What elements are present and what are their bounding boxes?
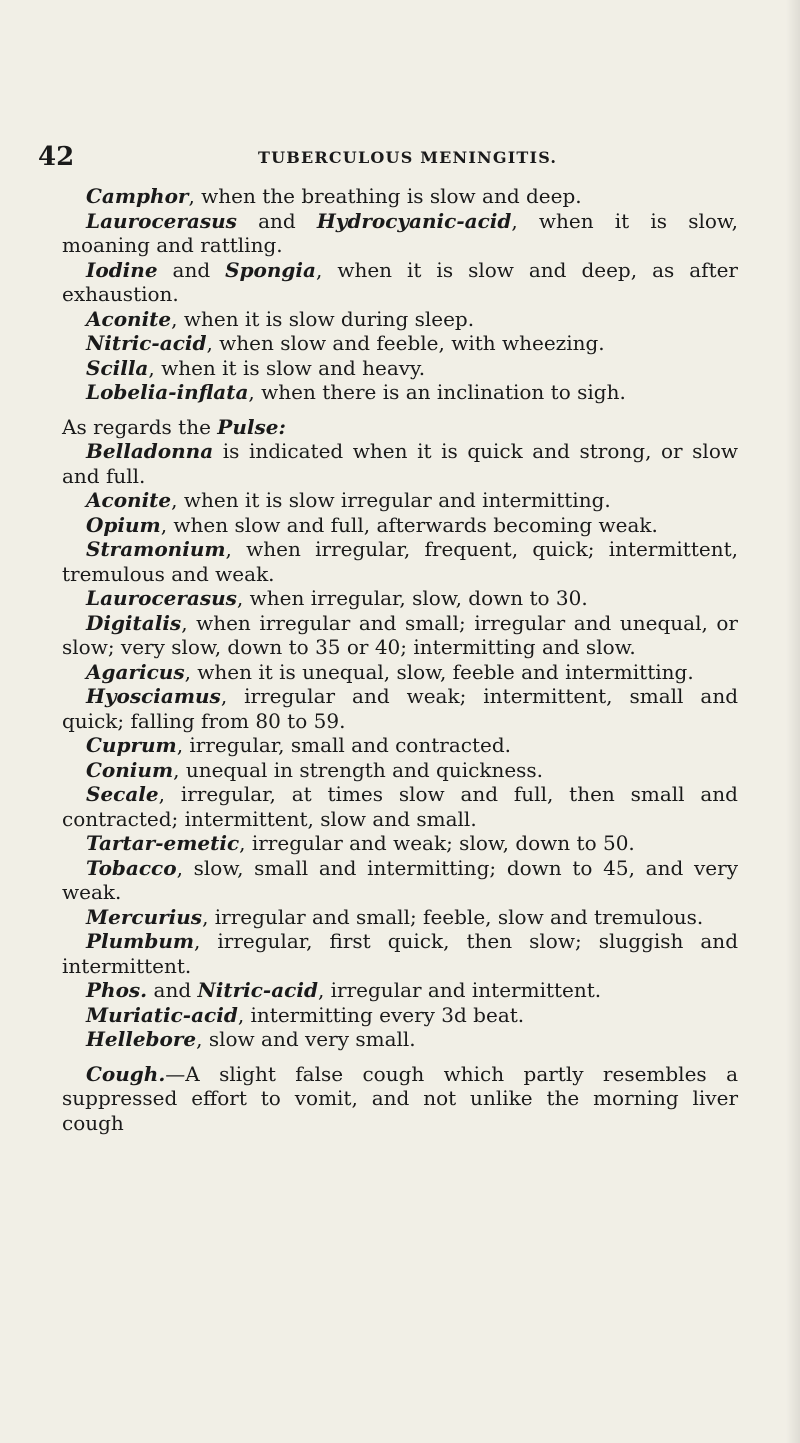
paragraph bbox=[62, 184, 738, 209]
page-header bbox=[38, 142, 738, 172]
paragraph bbox=[62, 929, 738, 978]
paragraph-text: , irregular and intermittent. bbox=[317, 978, 602, 1002]
paragraph bbox=[62, 537, 738, 586]
paragraph-text: As regards the bbox=[62, 414, 218, 439]
paragraph-text: , when it is slow and deep, as after exhaustion. bbox=[62, 257, 738, 306]
paragraph bbox=[62, 513, 738, 538]
remedy-name: Digitalis bbox=[86, 610, 182, 635]
paragraph bbox=[62, 660, 738, 685]
paragraph-text: , when slow and feeble, with wheezing. bbox=[206, 331, 605, 355]
paragraph bbox=[62, 856, 738, 905]
remedy-name: Plumbum bbox=[86, 929, 195, 953]
paragraph bbox=[62, 1003, 738, 1028]
paragraph-text: , when irregular and small; irregular and unequal, or slow; very slow, down to 35 or 40; intermitting and slow. bbox=[62, 610, 738, 659]
paragraph bbox=[62, 733, 738, 758]
paragraph-text: , irregular and small; feeble, slow and tremulous. bbox=[202, 904, 704, 929]
paragraph bbox=[62, 782, 738, 831]
paragraph bbox=[62, 586, 738, 611]
remedy-name: Opium bbox=[86, 512, 161, 537]
paragraph-text: , when it is slow, moaning and rattling. bbox=[62, 208, 738, 257]
remedy-name: Spongia bbox=[225, 257, 316, 282]
remedy-name: Scilla bbox=[86, 355, 149, 380]
remedy-name: Muriatic-acid bbox=[86, 1002, 238, 1027]
paragraph-text: , slow, small and intermitting; down to 45, and very weak. bbox=[62, 855, 738, 904]
remedy-name: Pulse: bbox=[217, 414, 286, 439]
remedy-name: Cuprum bbox=[86, 733, 177, 757]
paragraph bbox=[62, 331, 738, 356]
paragraph-text: , when irregular, frequent, quick; intermittent, tremulous and weak. bbox=[62, 537, 738, 586]
paragraph bbox=[62, 758, 738, 783]
paragraph-text: , irregular and weak; slow, down to 50. bbox=[239, 831, 635, 855]
paragraph bbox=[62, 356, 738, 381]
paragraph-text: , when irregular, slow, down to 30. bbox=[236, 586, 588, 610]
paragraph bbox=[62, 831, 738, 856]
remedy-name: Nitric-acid bbox=[197, 978, 318, 1002]
remedy-name: Tobacco bbox=[86, 855, 177, 880]
paragraph-text: is indicated when it is quick and strong, or slow and full. bbox=[62, 439, 738, 488]
remedy-name: Belladonna bbox=[86, 439, 214, 463]
paragraph-text: , when it is unequal, slow, feeble and intermitting. bbox=[184, 659, 694, 684]
paragraph-text: , unequal in strength and quickness. bbox=[173, 757, 544, 782]
remedy-name: Secale bbox=[86, 782, 159, 806]
remedy-name: Camphor bbox=[86, 184, 189, 208]
remedy-name: Aconite bbox=[86, 306, 172, 331]
remedy-name: Conium bbox=[86, 757, 174, 782]
paragraph-text: , irregular and weak; intermittent, small and quick; falling from 80 to 59. bbox=[62, 684, 738, 733]
remedy-name: Nitric-acid bbox=[86, 331, 207, 355]
paragraph-text: and bbox=[147, 978, 198, 1002]
paragraph-text: , when the breathing is slow and deep. bbox=[188, 184, 582, 208]
paragraph bbox=[62, 415, 738, 440]
paragraph-text: , irregular, at times slow and full, then small and contracted; intermittent, slow and small. bbox=[62, 782, 738, 831]
paragraph-text: , irregular, small and contracted. bbox=[176, 733, 511, 757]
paragraph bbox=[62, 488, 738, 513]
paragraph-text: , irregular, first quick, then slow; sluggish and intermittent. bbox=[62, 929, 738, 978]
paragraph bbox=[62, 978, 738, 1003]
remedy-name: Lobelia-inflata bbox=[86, 380, 249, 404]
paragraph-text: , when there is an inclination to sigh. bbox=[248, 380, 626, 404]
paragraph-text: , when it is slow irregular and intermitting. bbox=[171, 488, 611, 512]
remedy-name: Hydrocyanic-acid bbox=[316, 208, 512, 233]
paragraph bbox=[62, 258, 738, 307]
remedy-name: Agaricus bbox=[86, 659, 185, 684]
remedy-name: Aconite bbox=[86, 488, 172, 512]
paragraph bbox=[62, 380, 738, 405]
body-text bbox=[62, 184, 738, 1135]
paragraph bbox=[62, 611, 738, 660]
page-edge-shadow bbox=[786, 0, 800, 1443]
paragraph-text: , when slow and full, afterwards becoming weak. bbox=[160, 512, 658, 537]
remedy-name: Phos. bbox=[86, 978, 148, 1002]
remedy-name: Hyosciamus bbox=[86, 684, 221, 708]
paragraph bbox=[62, 307, 738, 332]
remedy-name: Cough. bbox=[86, 1061, 166, 1086]
remedy-name: Mercurius bbox=[86, 904, 203, 929]
paragraph bbox=[62, 209, 738, 258]
running-head: TUBERCULOUS MENINGITIS. bbox=[258, 148, 558, 167]
paragraph-text: , intermitting every 3d beat. bbox=[237, 1002, 525, 1027]
paragraph-text: , when it is slow during sleep. bbox=[171, 306, 475, 331]
remedy-name: Laurocerasus bbox=[86, 586, 237, 610]
paragraph-text: —A slight false cough which partly resembles a suppressed effort to vomit, and not unlike the morning liver cough bbox=[62, 1061, 738, 1135]
paragraph-text: and bbox=[236, 208, 317, 233]
paragraph-text: and bbox=[157, 257, 226, 282]
remedy-name: Laurocerasus bbox=[86, 208, 237, 233]
remedy-name: Stramonium bbox=[86, 537, 226, 561]
paragraph-text: , when it is slow and heavy. bbox=[148, 355, 426, 380]
remedy-name: Iodine bbox=[86, 257, 158, 282]
paragraph bbox=[62, 1027, 738, 1052]
paragraph bbox=[62, 1062, 738, 1136]
remedy-name: Tartar-emetic bbox=[86, 831, 240, 855]
paragraph bbox=[62, 439, 738, 488]
paragraph bbox=[62, 684, 738, 733]
remedy-name: Hellebore bbox=[86, 1027, 197, 1051]
paragraph bbox=[62, 905, 738, 930]
page-number: 42 bbox=[38, 142, 75, 172]
paragraph-text: , slow and very small. bbox=[196, 1027, 416, 1051]
